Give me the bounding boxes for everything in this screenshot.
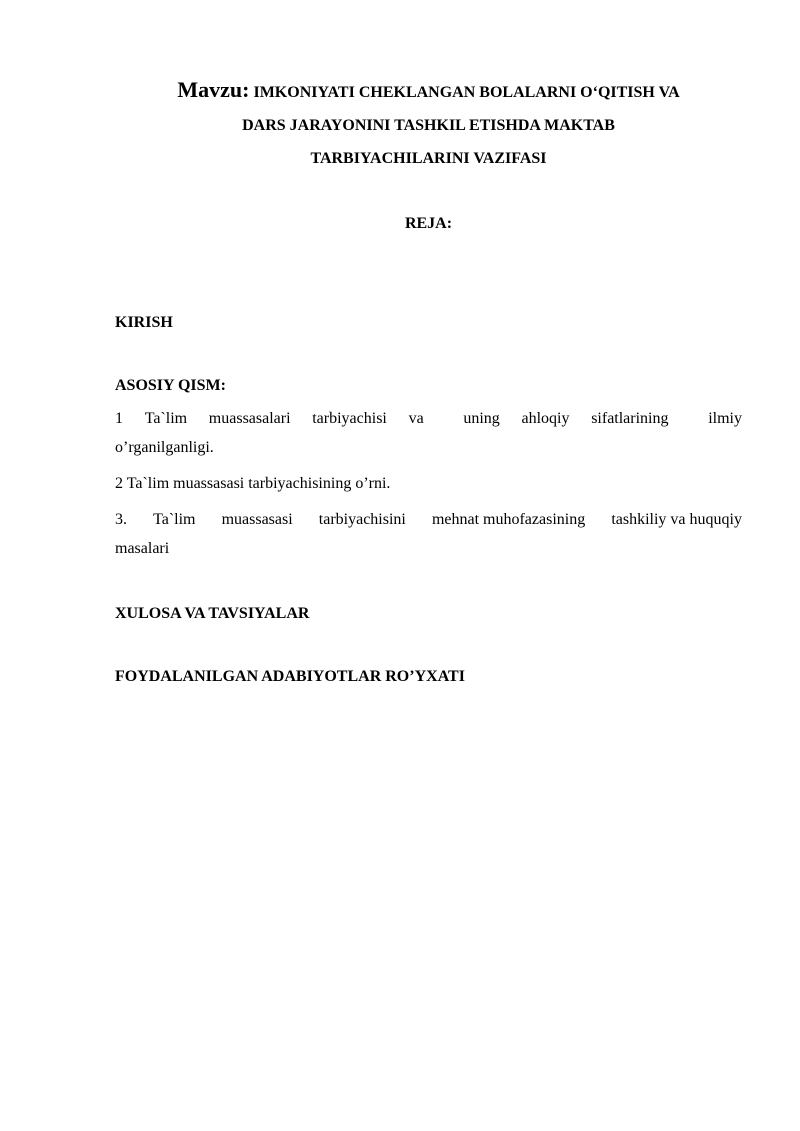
item-1-word: tarbiyachisi [312, 410, 387, 427]
item-1-word: Ta`lim [144, 410, 188, 427]
title-line-1 [115, 73, 742, 109]
plan-heading: REJA: [404, 215, 453, 232]
item-1-word: ilmiy [708, 410, 742, 427]
plan-item-1-line-1 [115, 404, 742, 433]
item-1-word: muassasalari [208, 410, 291, 427]
document-title [115, 73, 742, 175]
main-section-heading: ASOSIY QISM: [115, 377, 226, 394]
plan-item-1-line-2: o’rganilganligi. [115, 439, 214, 456]
item-1-word: sifatlarining [591, 410, 669, 427]
title-line-3: TARBIYACHILARINI VAZIFASI [310, 150, 547, 167]
item-3-word: tashkiliy va huquqiy [611, 511, 742, 528]
conclusion-heading: XULOSA VA TAVSIYALAR [115, 605, 310, 622]
title-lead: Mavzu: [177, 77, 250, 102]
plan-item-3-line-2: masalari [115, 540, 170, 557]
item-3-word: 3. [115, 511, 127, 528]
plan-item-3-line-1 [115, 505, 742, 534]
item-1-word: 1 [115, 410, 123, 427]
item-1-word: uning [463, 410, 500, 427]
item-3-word: Ta`lim [153, 511, 196, 528]
item-3-word: tarbiyachisini [318, 511, 406, 528]
item-1-word: va [408, 410, 424, 427]
plan-item-2 [115, 469, 742, 498]
title-line-2: DARS JARAYONINI TASHKIL ETISHDA MAKTAB [242, 117, 615, 134]
plan-item-3 [115, 505, 742, 563]
plan-item-1 [115, 404, 742, 462]
intro-heading: KIRISH [115, 314, 173, 331]
title-line-1-text: IMKONIYATI CHEKLANGAN BOLALARNI O‘QITISH VA [253, 84, 680, 101]
references-heading: FOYDALANILGAN ADABIYOTLAR RO’YXATI [115, 668, 465, 685]
plan-item-2-line-1: 2 Ta`lim muassasasi tarbiyachisining o’rni. [115, 475, 391, 492]
item-3-word: mehnat muhofazasining [431, 511, 586, 528]
item-3-word: muassasasi [221, 511, 293, 528]
item-1-word: ahloqiy [521, 410, 570, 427]
